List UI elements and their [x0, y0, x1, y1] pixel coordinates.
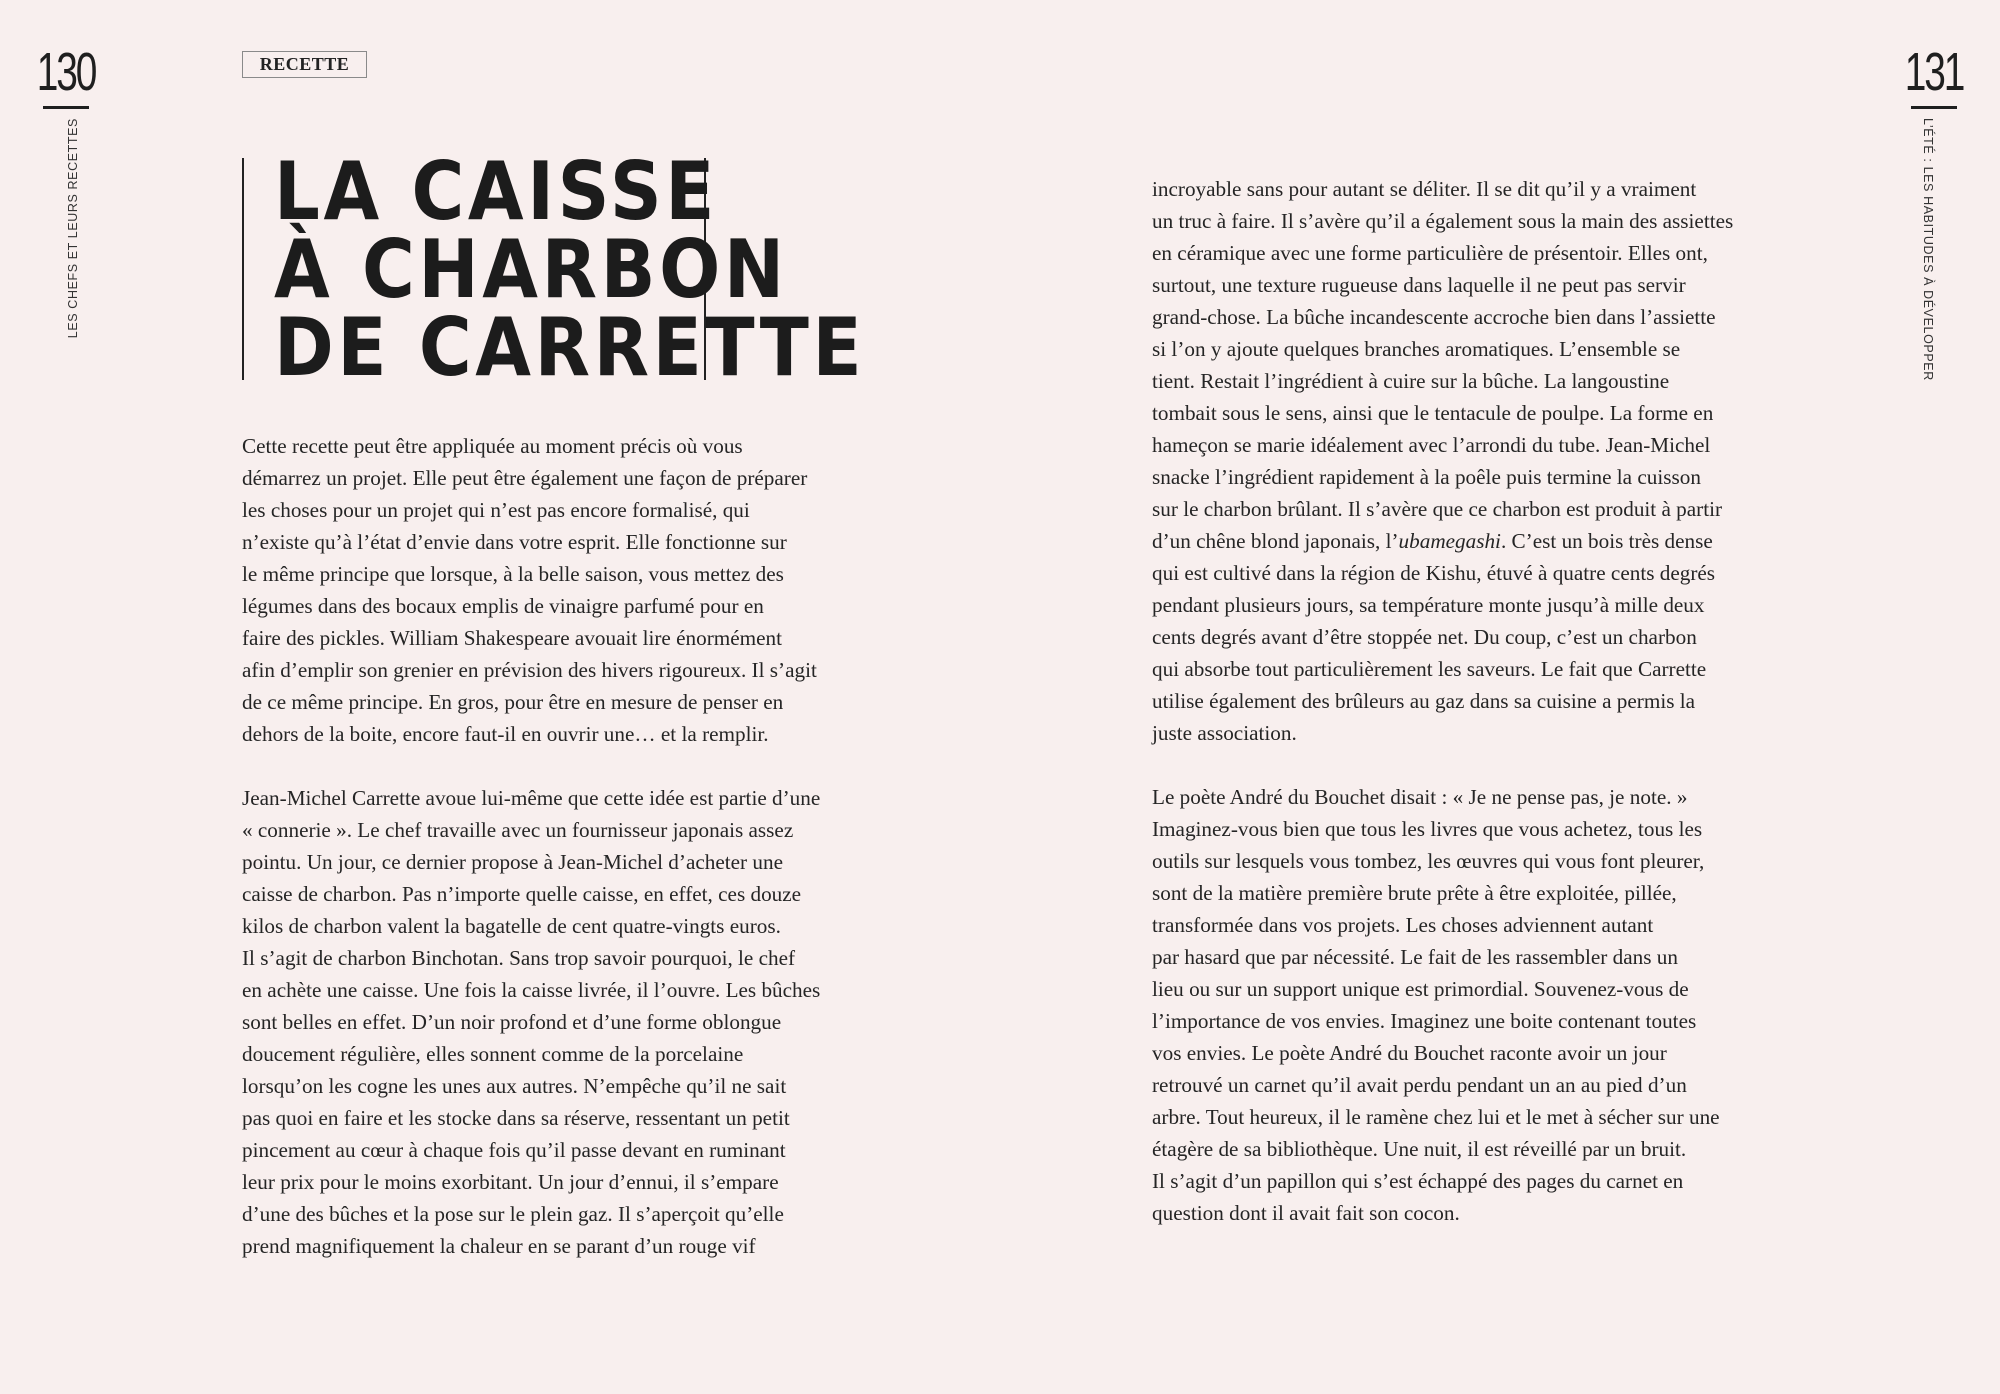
- page-number-rule-right: [1911, 106, 1957, 109]
- body-line: incroyable sans pour autant se déliter. Il se dit qu’il y a vraiment: [1152, 177, 1697, 201]
- body-line: pas quoi en faire et les stocke dans sa réserve, ressentant un petit: [242, 1106, 790, 1130]
- body-line: doucement régulière, elles sonnent comme de la porcelaine: [242, 1042, 744, 1066]
- body-line: l’importance de vos envies. Imaginez une boite contenant toutes: [1152, 1009, 1697, 1033]
- body-line-with-italic: [1152, 525, 1792, 557]
- body-text-fragment: . C’est un bois très dense: [1500, 529, 1713, 553]
- body-line: juste association.: [1152, 721, 1297, 745]
- body-line: afin d’emplir son grenier en prévision des hivers rigoureux. Il s’agit: [242, 658, 817, 682]
- body-line: faire des pickles. William Shakespeare avouait lire énormément: [242, 626, 783, 650]
- body-line: leur prix pour le moins exorbitant. Un jour d’ennui, il s’empare: [242, 1170, 779, 1194]
- running-head-right: L’ÉTÉ : LES HABITUDES À DÉVELOPPER: [1921, 118, 1935, 381]
- right-body-text: [1152, 173, 1792, 1229]
- right-page: [1000, 0, 2000, 1394]
- body-line: démarrez un projet. Elle peut être également une façon de préparer: [242, 466, 808, 490]
- body-line: grand-chose. La bûche incandescente accroche bien dans l’assiette: [1152, 305, 1716, 329]
- left-body-text: [242, 430, 882, 1262]
- body-line: utilise également des brûleurs au gaz dans sa cuisine a permis la: [1152, 689, 1696, 713]
- body-line: sont belles en effet. D’un noir profond et d’une forme oblongue: [242, 1010, 782, 1034]
- page-number-rule-left: [43, 106, 89, 109]
- body-line: transformée dans vos projets. Les choses adviennent autant: [1152, 913, 1654, 937]
- body-line: snacke l’ingrédient rapidement à la poêle puis termine la cuisson: [1152, 465, 1701, 489]
- body-line: tombait sous le sens, ainsi que le tentacule de poulpe. La forme en: [1152, 401, 1714, 425]
- body-line: vos envies. Le poète André du Bouchet raconte avoir un jour: [1152, 1041, 1667, 1065]
- body-line: « connerie ». Le chef travaille avec un fournisseur japonais assez: [242, 818, 794, 842]
- body-line: d’une des bûches et la pose sur le plein gaz. Il s’aperçoit qu’elle: [242, 1202, 784, 1226]
- recipe-title-line: LA CAISSE: [274, 145, 719, 238]
- body-line: étagère de sa bibliothèque. Une nuit, il est réveillé par un bruit.: [1152, 1137, 1687, 1161]
- body-line: pincement au cœur à chaque fois qu’il passe devant en ruminant: [242, 1138, 786, 1162]
- recipe-title-block: [242, 145, 866, 394]
- body-line: les choses pour un projet qui n’est pas encore formalisé, qui: [242, 498, 750, 522]
- body-line: cents degrés avant d’être stoppée net. Du coup, c’est un charbon: [1152, 625, 1697, 649]
- section-label: RECETTE: [242, 51, 367, 78]
- body-line: tient. Restait l’ingrédient à cuire sur la bûche. La langoustine: [1152, 369, 1670, 393]
- body-line: arbre. Tout heureux, il le ramène chez lui et le met à sécher sur une: [1152, 1105, 1720, 1129]
- italic-term: ubamegashi: [1398, 529, 1501, 553]
- body-line: n’existe qu’à l’état d’envie dans votre esprit. Elle fonctionne sur: [242, 530, 787, 554]
- body-line: Cette recette peut être appliquée au moment précis où vous: [242, 434, 743, 458]
- page-number-left: 130: [36, 42, 96, 102]
- body-line: de ce même principe. En gros, pour être en mesure de penser en: [242, 690, 784, 714]
- body-line: qui absorbe tout particulièrement les saveurs. Le fait que Carrette: [1152, 657, 1707, 681]
- body-line: lieu ou sur un support unique est primordial. Souvenez-vous de: [1152, 977, 1689, 1001]
- body-line: par hasard que par nécessité. Le fait de les rassembler dans un: [1152, 945, 1678, 969]
- body-line: Jean-Michel Carrette avoue lui-même que cette idée est partie d’une: [242, 786, 821, 810]
- body-line: prend magnifiquement la chaleur en se parant d’un rouge vif: [242, 1234, 756, 1258]
- body-line: pointu. Un jour, ce dernier propose à Jean-Michel d’acheter une: [242, 850, 783, 874]
- body-line: en céramique avec une forme particulière de présentoir. Elles ont,: [1152, 241, 1708, 265]
- page-number-right: 131: [1904, 42, 1964, 102]
- body-line: qui est cultivé dans la région de Kishu, étuvé à quatre cents degrés: [1152, 561, 1716, 585]
- body-line: Il s’agit de charbon Binchotan. Sans trop savoir pourquoi, le chef: [242, 946, 796, 970]
- body-text-fragment: d’un chêne blond japonais, l’: [1152, 529, 1399, 553]
- body-line: surtout, une texture rugueuse dans laquelle il ne peut pas servir: [1152, 273, 1686, 297]
- body-line: hameçon se marie idéalement avec l’arrondi du tube. Jean-Michel: [1152, 433, 1711, 457]
- body-line: lorsqu’on les cogne les unes aux autres. N’empêche qu’il ne sait: [242, 1074, 787, 1098]
- body-line: retrouvé un carnet qu’il avait perdu pendant un an au pied d’un: [1152, 1073, 1687, 1097]
- recipe-title-line: À CHARBON: [274, 223, 788, 316]
- body-line: question dont il avait fait son cocon.: [1152, 1201, 1460, 1225]
- body-line: si l’on y ajoute quelques branches aromatiques. L’ensemble se: [1152, 337, 1681, 361]
- body-line: le même principe que lorsque, à la belle saison, vous mettez des: [242, 562, 784, 586]
- body-line: kilos de charbon valent la bagatelle de cent quatre-vingts euros.: [242, 914, 781, 938]
- body-line: légumes dans des bocaux emplis de vinaigre parfumé pour en: [242, 594, 764, 618]
- body-line: un truc à faire. Il s’avère qu’il a également sous la main des assiettes: [1152, 209, 1734, 233]
- paragraph-gap: [1152, 749, 1792, 781]
- body-line: sont de la matière première brute prête à être exploitée, pillée,: [1152, 881, 1677, 905]
- body-line: Le poète André du Bouchet disait : « Je ne pense pas, je note. »: [1152, 785, 1688, 809]
- body-line: sur le charbon brûlant. Il s’avère que ce charbon est produit à partir: [1152, 497, 1723, 521]
- body-line: Imaginez-vous bien que tous les livres que vous achetez, tous les: [1152, 817, 1703, 841]
- body-line: caisse de charbon. Pas n’importe quelle caisse, en effet, ces douze: [242, 882, 802, 906]
- body-line: outils sur lesquels vous tombez, les œuvres qui vous font pleurer,: [1152, 849, 1705, 873]
- body-line: Il s’agit d’un papillon qui s’est échappé des pages du carnet en: [1152, 1169, 1684, 1193]
- body-line: dehors de la boite, encore faut-il en ouvrir une… et la remplir.: [242, 722, 769, 746]
- body-line: en achète une caisse. Une fois la caisse livrée, il l’ouvre. Les bûches: [242, 978, 821, 1002]
- paragraph-gap: [242, 750, 882, 782]
- recipe-title-line: DE CARRETTE: [274, 301, 866, 394]
- body-line: pendant plusieurs jours, sa température monte jusqu’à mille deux: [1152, 593, 1705, 617]
- running-head-left: LES CHEFS ET LEURS RECETTES: [66, 118, 80, 339]
